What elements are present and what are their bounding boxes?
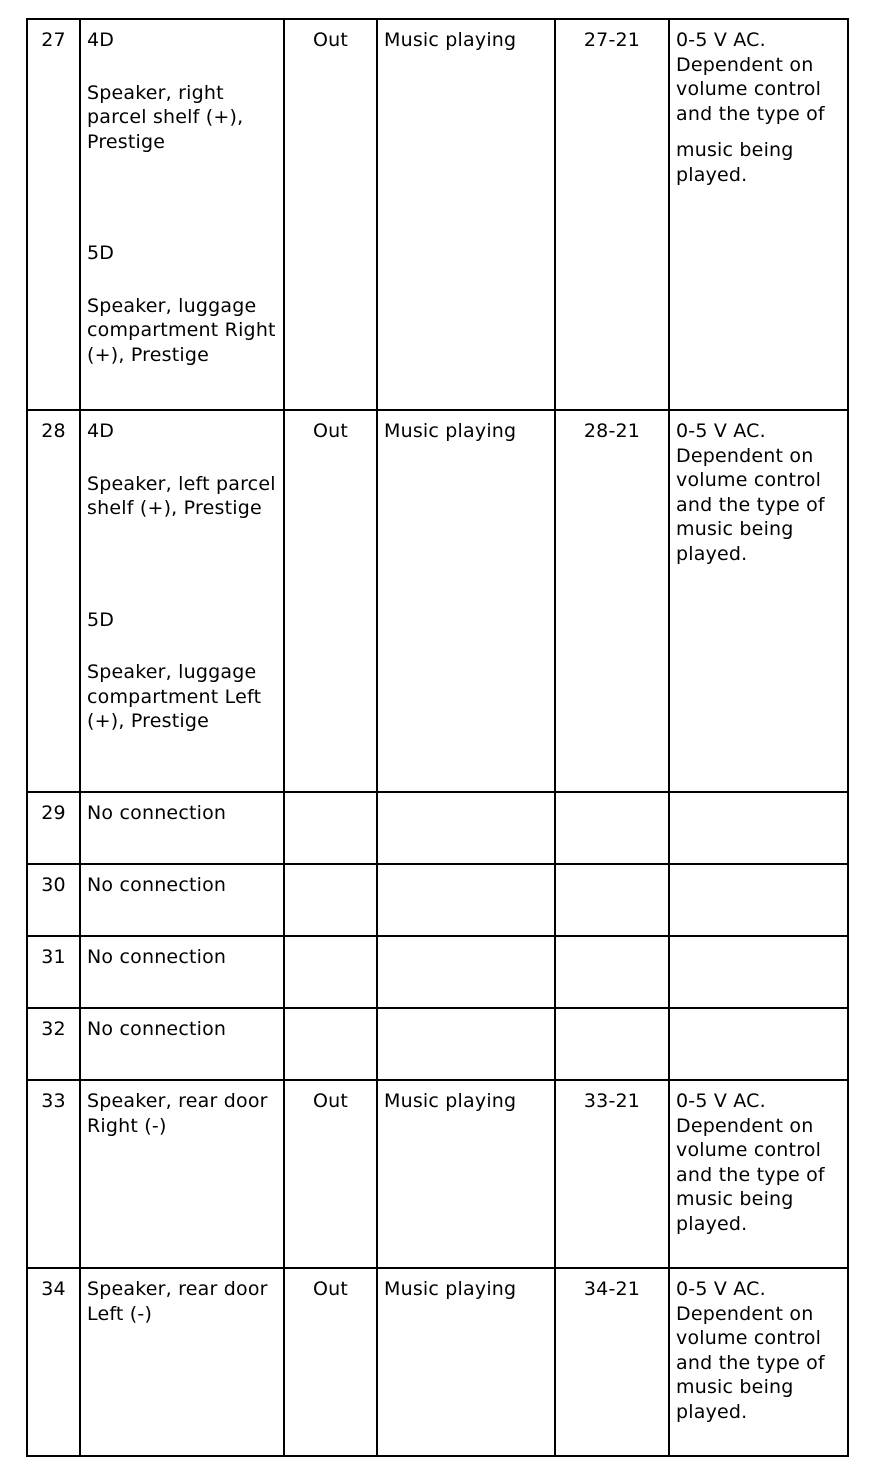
pin-description [80,19,284,410]
nominal-value [669,19,848,410]
test-condition: Music playing [377,1080,555,1268]
variant-label: 4D [87,420,115,442]
pin-description: Speaker, rear door Right (-) [80,1080,284,1268]
description-text: Speaker, luggage compartment Right (+), Prestige [87,294,276,366]
test-condition: Music playing [377,19,555,410]
test-condition: Music playing [377,1268,555,1456]
pin-number: 33 [27,1080,80,1268]
pin-number: 31 [27,936,80,1008]
pin-description: No connection [80,792,284,864]
pin-description: No connection [80,1008,284,1080]
pin-description: No connection [80,936,284,1008]
pin-table [26,18,849,1457]
table-row [27,792,848,864]
measure-points [555,792,669,864]
variant-label: 5D [87,608,115,631]
signal-direction [284,864,377,936]
pin-description: No connection [80,864,284,936]
measure-points [555,864,669,936]
value-text: music being played. [676,139,794,186]
test-condition [377,1008,555,1080]
signal-direction: Out [284,410,377,792]
measure-points: 28-21 [555,410,669,792]
pin-number: 29 [27,792,80,864]
signal-direction [284,792,377,864]
description-text: Speaker, luggage compartment Left (+), Prestige [87,661,262,732]
table-row [27,1080,848,1268]
test-condition [377,792,555,864]
nominal-value: 0-5 V AC. Dependent on volume control and the type of music being played. [669,410,848,792]
pin-number: 32 [27,1008,80,1080]
pin-description: Speaker, rear door Left (-) [80,1268,284,1456]
signal-direction [284,936,377,1008]
measure-points [555,936,669,1008]
table-row [27,19,848,410]
pin-number: 30 [27,864,80,936]
table-row [27,936,848,1008]
nominal-value: 0-5 V AC. Dependent on volume control and the type of music being played. [669,1268,848,1456]
measure-points: 27-21 [555,19,669,410]
table-row [27,1008,848,1080]
measure-points: 33-21 [555,1080,669,1268]
description-text: Speaker, left parcel shelf (+), Prestige [87,472,276,519]
value-text: 0-5 V AC. Dependent on volume control and the type of [676,29,825,125]
test-condition: Music playing [377,410,555,792]
measure-points: 34-21 [555,1268,669,1456]
signal-direction: Out [284,1268,377,1456]
nominal-value: 0-5 V AC. Dependent on volume control and the type of music being played. [669,1080,848,1268]
description-text: Speaker, right parcel shelf (+), Prestige [87,81,244,153]
signal-direction [284,1008,377,1080]
signal-direction: Out [284,1080,377,1268]
nominal-value [669,936,848,1008]
signal-direction: Out [284,19,377,410]
pin-number: 34 [27,1268,80,1456]
pin-number: 27 [27,19,80,410]
table-row [27,864,848,936]
test-condition [377,864,555,936]
variant-label: 4D [87,29,115,51]
pin-description [80,410,284,792]
pin-number: 28 [27,410,80,792]
table-row [27,410,848,792]
variant-label: 5D [87,242,115,264]
nominal-value [669,864,848,936]
measure-points [555,1008,669,1080]
nominal-value [669,792,848,864]
test-condition [377,936,555,1008]
table-row [27,1268,848,1456]
nominal-value [669,1008,848,1080]
